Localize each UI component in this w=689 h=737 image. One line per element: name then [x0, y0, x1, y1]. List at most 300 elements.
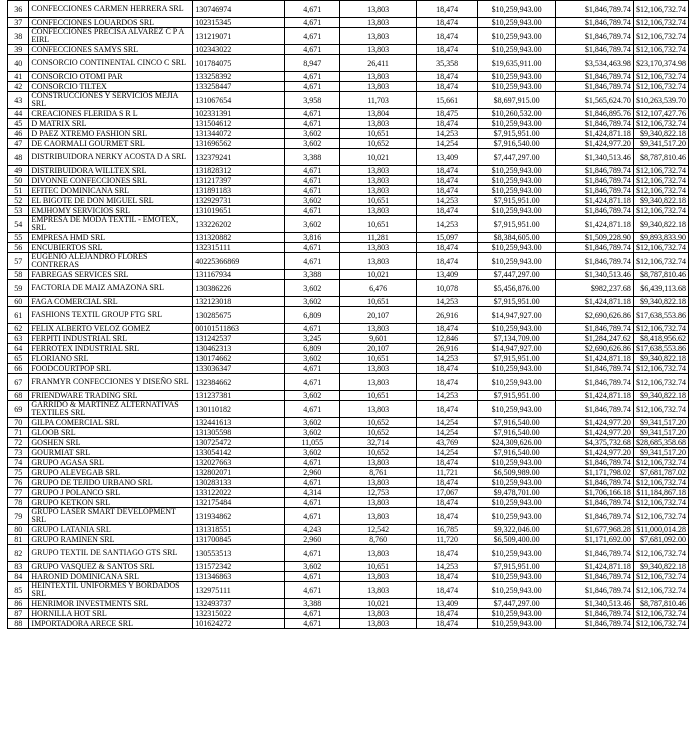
- amount-tax-cell: $1,846,895.76: [555, 109, 633, 119]
- column-value-1-cell: 3,602: [285, 418, 340, 428]
- amount-total-cell: $12,106,732.74: [633, 119, 688, 129]
- column-total-cell: 14,254: [416, 418, 478, 428]
- row-number-cell: 88: [8, 619, 29, 629]
- row-number-cell: 84: [8, 572, 29, 582]
- tax-id-cell: 131572342: [193, 562, 285, 572]
- tax-id-cell: 132315111: [193, 243, 285, 253]
- column-value-1-cell: 3,602: [285, 391, 340, 401]
- amount-tax-cell: $1,424,871.18: [555, 391, 633, 401]
- amount-base-cell: $10,259,943.00: [478, 478, 555, 488]
- amount-tax-cell: $1,846,789.74: [555, 28, 633, 45]
- table-row: [8, 354, 689, 364]
- column-total-cell: 13,409: [416, 149, 478, 166]
- row-number-cell: 47: [8, 139, 29, 149]
- column-total-cell: 18,474: [416, 478, 478, 488]
- tax-id-cell: 132441613: [193, 418, 285, 428]
- tax-id-cell: 131067654: [193, 92, 285, 109]
- row-number-cell: 55: [8, 233, 29, 243]
- column-value-2-cell: 13,803: [340, 619, 417, 629]
- amount-total-cell: $28,685,358.68: [633, 438, 688, 448]
- company-name-cell: EMJHOMY SERVICIOS SRL: [29, 206, 193, 216]
- amount-base-cell: $10,259,943.00: [478, 176, 555, 186]
- column-value-1-cell: 4,671: [285, 206, 340, 216]
- amount-base-cell: $14,947,927.00: [478, 344, 555, 354]
- table-row: [8, 55, 689, 72]
- table-row: [8, 448, 689, 458]
- tax-id-cell: 40225366869: [193, 253, 285, 270]
- amount-total-cell: $12,106,732.74: [633, 72, 688, 82]
- amount-total-cell: $12,106,732.74: [633, 186, 688, 196]
- amount-base-cell: $7,915,951.00: [478, 196, 555, 206]
- tax-id-cell: 101624272: [193, 619, 285, 629]
- column-total-cell: 18,474: [416, 206, 478, 216]
- amount-tax-cell: $982,237.68: [555, 280, 633, 297]
- amount-tax-cell: $1,846,789.74: [555, 206, 633, 216]
- amount-tax-cell: $1,424,871.18: [555, 562, 633, 572]
- column-value-2-cell: 13,803: [340, 458, 417, 468]
- amount-tax-cell: $1,846,789.74: [555, 458, 633, 468]
- column-value-1-cell: 4,671: [285, 572, 340, 582]
- row-number-cell: 75: [8, 468, 29, 478]
- amount-tax-cell: $2,690,626.86: [555, 307, 633, 324]
- amount-base-cell: $10,259,943.00: [478, 119, 555, 129]
- amount-total-cell: $6,439,113.68: [633, 280, 688, 297]
- table-row: [8, 45, 689, 55]
- column-total-cell: 35,358: [416, 55, 478, 72]
- tax-id-cell: 131346863: [193, 572, 285, 582]
- column-value-1-cell: 4,671: [285, 253, 340, 270]
- amount-tax-cell: $1,340,513.46: [555, 270, 633, 280]
- table-row: [8, 334, 689, 344]
- row-number-cell: 65: [8, 354, 29, 364]
- table-row: [8, 572, 689, 582]
- amount-tax-cell: $1,424,977.20: [555, 448, 633, 458]
- column-value-2-cell: 10,651: [340, 129, 417, 139]
- table-row: [8, 374, 689, 391]
- company-name-cell: GRUPO LATANIA SRL: [29, 525, 193, 535]
- amount-tax-cell: $1,846,789.74: [555, 1, 633, 18]
- column-total-cell: 14,254: [416, 448, 478, 458]
- amount-tax-cell: $1,424,871.18: [555, 129, 633, 139]
- company-name-cell: GARRIDO & MARTINEZ ALTERNATIVAS TEXTILES SRL: [29, 401, 193, 418]
- amount-base-cell: $10,259,943.00: [478, 28, 555, 45]
- column-value-2-cell: 10,651: [340, 391, 417, 401]
- company-name-cell: FASHIONS TEXTIL GROUP FTG SRL: [29, 307, 193, 324]
- table-row: [8, 525, 689, 535]
- table-row: [8, 488, 689, 498]
- amount-base-cell: $7,915,951.00: [478, 297, 555, 307]
- tax-id-cell: 133258392: [193, 72, 285, 82]
- amount-tax-cell: $1,846,789.74: [555, 619, 633, 629]
- company-name-cell: FRANMYR CONFECCIONES Y DISEÑO SRL: [29, 374, 193, 391]
- column-total-cell: 14,253: [416, 129, 478, 139]
- column-total-cell: 18,474: [416, 28, 478, 45]
- tax-id-cell: 132315022: [193, 609, 285, 619]
- table-row: [8, 233, 689, 243]
- column-value-1-cell: 3,245: [285, 334, 340, 344]
- amount-base-cell: $10,259,943.00: [478, 508, 555, 525]
- column-value-2-cell: 13,803: [340, 364, 417, 374]
- table-row: [8, 129, 689, 139]
- table-row: [8, 498, 689, 508]
- company-name-cell: D MATRIX SRL: [29, 119, 193, 129]
- table-row: [8, 243, 689, 253]
- company-name-cell: GRUPO TEXTIL DE SANTIAGO GTS SRL: [29, 545, 193, 562]
- table-row: [8, 280, 689, 297]
- row-number-cell: 53: [8, 206, 29, 216]
- column-value-2-cell: 26,411: [340, 55, 417, 72]
- company-name-cell: D PAEZ XTREMO FASHION SRL: [29, 129, 193, 139]
- amount-total-cell: $12,106,732.74: [633, 253, 688, 270]
- amount-base-cell: $10,259,943.00: [478, 1, 555, 18]
- column-value-2-cell: 13,803: [340, 609, 417, 619]
- amount-total-cell: $9,340,822.18: [633, 129, 688, 139]
- column-total-cell: 12,846: [416, 334, 478, 344]
- tax-id-cell: 131696562: [193, 139, 285, 149]
- table-row: [8, 364, 689, 374]
- company-name-cell: GRUPO ALEVEGAB SRL: [29, 468, 193, 478]
- amount-base-cell: $9,322,046.00: [478, 525, 555, 535]
- column-value-1-cell: 3,602: [285, 297, 340, 307]
- amount-base-cell: $10,259,943.00: [478, 18, 555, 28]
- column-total-cell: 16,785: [416, 525, 478, 535]
- amount-total-cell: $9,340,822.18: [633, 562, 688, 572]
- company-name-cell: CONFECCIONES PRECISA ALVAREZ C P A EIRL: [29, 28, 193, 45]
- column-value-1-cell: 3,602: [285, 216, 340, 233]
- amount-base-cell: $7,915,951.00: [478, 391, 555, 401]
- amount-base-cell: $7,915,951.00: [478, 216, 555, 233]
- column-value-1-cell: 4,243: [285, 525, 340, 535]
- amount-tax-cell: $1,846,789.74: [555, 82, 633, 92]
- column-value-1-cell: 3,602: [285, 448, 340, 458]
- tax-id-cell: 130725472: [193, 438, 285, 448]
- amount-base-cell: $6,509,989.00: [478, 468, 555, 478]
- tax-id-cell: 131891183: [193, 186, 285, 196]
- table-row: [8, 149, 689, 166]
- column-value-2-cell: 13,804: [340, 109, 417, 119]
- amount-base-cell: $10,259,943.00: [478, 253, 555, 270]
- tax-id-cell: 132384662: [193, 374, 285, 391]
- company-name-cell: CONSORCIO OTOMI PAR: [29, 72, 193, 82]
- table-row: [8, 216, 689, 233]
- column-value-1-cell: 3,816: [285, 233, 340, 243]
- amount-total-cell: $12,106,732.74: [633, 498, 688, 508]
- amount-tax-cell: $1,846,789.74: [555, 364, 633, 374]
- tax-id-cell: 131504612: [193, 119, 285, 129]
- company-name-cell: EMPRESA DE MODA TEXTIL - EMOTEX, SRL: [29, 216, 193, 233]
- column-value-1-cell: 11,055: [285, 438, 340, 448]
- amount-total-cell: $17,638,553.86: [633, 307, 688, 324]
- tax-id-cell: 131242537: [193, 334, 285, 344]
- column-value-2-cell: 13,803: [340, 18, 417, 28]
- amount-base-cell: $10,259,943.00: [478, 619, 555, 629]
- column-value-1-cell: 3,388: [285, 149, 340, 166]
- company-name-cell: FABREGAS SERVICES SRL: [29, 270, 193, 280]
- column-value-1-cell: 4,671: [285, 1, 340, 18]
- amount-tax-cell: $1,846,789.74: [555, 119, 633, 129]
- table-row: [8, 307, 689, 324]
- row-number-cell: 78: [8, 498, 29, 508]
- column-total-cell: 18,474: [416, 572, 478, 582]
- table-row: [8, 253, 689, 270]
- column-total-cell: 18,474: [416, 582, 478, 599]
- company-name-cell: FLORIANO SRL: [29, 354, 193, 364]
- company-name-cell: FELIX ALBERTO VELOZ GOMEZ: [29, 324, 193, 334]
- amount-total-cell: $12,106,732.74: [633, 582, 688, 599]
- column-value-2-cell: 13,803: [340, 119, 417, 129]
- column-value-2-cell: 13,803: [340, 253, 417, 270]
- row-number-cell: 44: [8, 109, 29, 119]
- row-number-cell: 49: [8, 166, 29, 176]
- amount-total-cell: $8,787,810.46: [633, 599, 688, 609]
- tax-id-cell: 133122022: [193, 488, 285, 498]
- column-value-1-cell: 4,671: [285, 545, 340, 562]
- column-value-2-cell: 13,803: [340, 166, 417, 176]
- column-total-cell: 18,474: [416, 619, 478, 629]
- amount-total-cell: $12,106,732.74: [633, 508, 688, 525]
- table-row: [8, 109, 689, 119]
- column-value-2-cell: 10,651: [340, 196, 417, 206]
- column-total-cell: 14,253: [416, 196, 478, 206]
- row-number-cell: 59: [8, 280, 29, 297]
- column-value-1-cell: 3,602: [285, 562, 340, 572]
- amount-base-cell: $10,259,943.00: [478, 166, 555, 176]
- company-name-cell: GOSHEN SRL: [29, 438, 193, 448]
- table-row: [8, 535, 689, 545]
- column-total-cell: 13,409: [416, 270, 478, 280]
- column-value-1-cell: 4,671: [285, 498, 340, 508]
- amount-base-cell: $8,697,915.00: [478, 92, 555, 109]
- column-value-2-cell: 8,761: [340, 468, 417, 478]
- amount-total-cell: $8,787,810.46: [633, 270, 688, 280]
- table-row: [8, 582, 689, 599]
- company-name-cell: CONFECCIONES LOUARDOS SRL: [29, 18, 193, 28]
- amount-base-cell: $10,259,943.00: [478, 401, 555, 418]
- company-name-cell: HARONID DOMINICANA SRL: [29, 572, 193, 582]
- company-name-cell: GRUPO DE TEJIDO URBANO SRL: [29, 478, 193, 488]
- row-number-cell: 37: [8, 18, 29, 28]
- amount-base-cell: $7,916,540.00: [478, 139, 555, 149]
- amount-total-cell: $9,340,822.18: [633, 354, 688, 364]
- amount-tax-cell: $1,846,789.74: [555, 72, 633, 82]
- tax-id-cell: 131344072: [193, 129, 285, 139]
- company-name-cell: HORNILLA HOT SRL: [29, 609, 193, 619]
- row-number-cell: 48: [8, 149, 29, 166]
- tax-id-cell: 131237381: [193, 391, 285, 401]
- column-total-cell: 11,720: [416, 535, 478, 545]
- amount-tax-cell: $1,424,871.18: [555, 297, 633, 307]
- tax-id-cell: 131320882: [193, 233, 285, 243]
- column-value-1-cell: 4,671: [285, 45, 340, 55]
- amount-base-cell: $7,915,951.00: [478, 354, 555, 364]
- column-value-1-cell: 6,809: [285, 344, 340, 354]
- company-name-cell: ENCUBIERTOS SRL: [29, 243, 193, 253]
- row-number-cell: 71: [8, 428, 29, 438]
- company-name-cell: FERPITI INDUSTRIAL SRL: [29, 334, 193, 344]
- company-name-cell: EFITEC DOMINICANA SRL: [29, 186, 193, 196]
- company-name-cell: DIVONNE CONFECCIONES SRL: [29, 176, 193, 186]
- amount-total-cell: $12,106,732.74: [633, 18, 688, 28]
- amount-tax-cell: $1,340,513.46: [555, 149, 633, 166]
- row-number-cell: 41: [8, 72, 29, 82]
- column-value-1-cell: 4,671: [285, 619, 340, 629]
- amount-base-cell: $6,509,400.00: [478, 535, 555, 545]
- table-row: [8, 176, 689, 186]
- amount-base-cell: $10,259,943.00: [478, 458, 555, 468]
- column-value-1-cell: 4,671: [285, 72, 340, 82]
- amount-tax-cell: $1,706,166.18: [555, 488, 633, 498]
- amount-tax-cell: $1,171,798.02: [555, 468, 633, 478]
- amount-tax-cell: $1,846,789.74: [555, 478, 633, 488]
- table-row: [8, 18, 689, 28]
- column-total-cell: 18,474: [416, 253, 478, 270]
- row-number-cell: 72: [8, 438, 29, 448]
- amount-total-cell: $12,106,732.74: [633, 401, 688, 418]
- amount-total-cell: $12,106,732.74: [633, 28, 688, 45]
- company-name-cell: EL BIGOTE DE DON MIGUEL SRL: [29, 196, 193, 206]
- company-name-cell: CONFECCIONES CARMEN HERRERA SRL: [29, 1, 193, 18]
- table-row: [8, 478, 689, 488]
- table-row: [8, 72, 689, 82]
- amount-tax-cell: $1,846,789.74: [555, 45, 633, 55]
- company-name-cell: GRUPO J POLANCO SRL: [29, 488, 193, 498]
- column-value-1-cell: 3,388: [285, 270, 340, 280]
- column-value-1-cell: 3,602: [285, 139, 340, 149]
- column-total-cell: 14,253: [416, 562, 478, 572]
- tax-id-cell: 132175484: [193, 498, 285, 508]
- column-total-cell: 14,254: [416, 139, 478, 149]
- table-row: [8, 28, 689, 45]
- table-row: [8, 344, 689, 354]
- row-number-cell: 82: [8, 545, 29, 562]
- column-total-cell: 18,474: [416, 45, 478, 55]
- tax-id-cell: 132975111: [193, 582, 285, 599]
- tax-id-cell: 131305598: [193, 428, 285, 438]
- table-row: [8, 458, 689, 468]
- amount-total-cell: $12,106,732.74: [633, 1, 688, 18]
- column-total-cell: 14,254: [416, 428, 478, 438]
- tax-id-cell: 102315345: [193, 18, 285, 28]
- tax-id-cell: 132123018: [193, 297, 285, 307]
- table-row: [8, 92, 689, 109]
- table-row: [8, 82, 689, 92]
- column-value-1-cell: 4,671: [285, 582, 340, 599]
- column-value-1-cell: 3,602: [285, 428, 340, 438]
- column-value-1-cell: 4,671: [285, 364, 340, 374]
- amount-total-cell: $12,106,732.74: [633, 166, 688, 176]
- tax-id-cell: 131219071: [193, 28, 285, 45]
- column-value-1-cell: 3,602: [285, 354, 340, 364]
- amount-tax-cell: $1,846,789.74: [555, 176, 633, 186]
- row-number-cell: 58: [8, 270, 29, 280]
- company-name-cell: CREACIONES FLERIDA S R L: [29, 109, 193, 119]
- column-total-cell: 18,475: [416, 109, 478, 119]
- amount-tax-cell: $1,846,789.74: [555, 508, 633, 525]
- row-number-cell: 51: [8, 186, 29, 196]
- column-total-cell: 43,769: [416, 438, 478, 448]
- tax-id-cell: 133036347: [193, 364, 285, 374]
- company-name-cell: GLOOB SRL: [29, 428, 193, 438]
- amount-tax-cell: $1,284,247.62: [555, 334, 633, 344]
- amount-total-cell: $12,107,427.76: [633, 109, 688, 119]
- column-total-cell: 10,078: [416, 280, 478, 297]
- company-name-cell: GRUPO RAMINEN SRL: [29, 535, 193, 545]
- amount-total-cell: $12,106,732.74: [633, 176, 688, 186]
- column-value-2-cell: 13,803: [340, 28, 417, 45]
- row-number-cell: 68: [8, 391, 29, 401]
- column-total-cell: 18,474: [416, 401, 478, 418]
- column-value-2-cell: 13,803: [340, 45, 417, 55]
- amount-base-cell: $10,259,943.00: [478, 206, 555, 216]
- tax-id-cell: 132379241: [193, 149, 285, 166]
- row-number-cell: 39: [8, 45, 29, 55]
- column-value-2-cell: 13,803: [340, 508, 417, 525]
- amount-tax-cell: $1,846,789.74: [555, 582, 633, 599]
- amount-tax-cell: $1,846,789.74: [555, 609, 633, 619]
- table-row: [8, 508, 689, 525]
- amount-total-cell: $12,106,732.74: [633, 324, 688, 334]
- column-total-cell: 18,474: [416, 1, 478, 18]
- column-value-1-cell: 4,314: [285, 488, 340, 498]
- column-total-cell: 26,916: [416, 307, 478, 324]
- company-name-cell: DISTRIBUIDORA NERKY ACOSTA D A SRL: [29, 149, 193, 166]
- tax-id-cell: 131217397: [193, 176, 285, 186]
- amount-total-cell: $9,893,833.90: [633, 233, 688, 243]
- column-value-2-cell: 13,803: [340, 176, 417, 186]
- column-value-2-cell: 12,753: [340, 488, 417, 498]
- amount-base-cell: $10,259,943.00: [478, 45, 555, 55]
- amount-total-cell: $9,341,517.20: [633, 428, 688, 438]
- column-total-cell: 18,474: [416, 186, 478, 196]
- amount-tax-cell: $1,846,789.74: [555, 186, 633, 196]
- row-number-cell: 79: [8, 508, 29, 525]
- amount-tax-cell: $1,846,789.74: [555, 243, 633, 253]
- row-number-cell: 62: [8, 324, 29, 334]
- amount-tax-cell: $1,509,228.90: [555, 233, 633, 243]
- tax-id-cell: 130386226: [193, 280, 285, 297]
- company-name-cell: DISTRIBUIDORA WILLTEX SRL: [29, 166, 193, 176]
- column-total-cell: 14,253: [416, 216, 478, 233]
- row-number-cell: 45: [8, 119, 29, 129]
- column-value-2-cell: 13,803: [340, 72, 417, 82]
- row-number-cell: 76: [8, 478, 29, 488]
- column-total-cell: 18,474: [416, 498, 478, 508]
- amount-base-cell: $7,447,297.00: [478, 270, 555, 280]
- column-total-cell: 14,253: [416, 354, 478, 364]
- column-value-2-cell: 10,652: [340, 139, 417, 149]
- amount-tax-cell: $1,424,977.20: [555, 418, 633, 428]
- table-row: [8, 545, 689, 562]
- column-value-1-cell: 3,388: [285, 599, 340, 609]
- company-name-cell: GILPA COMERCIAL SRL: [29, 418, 193, 428]
- column-value-1-cell: 4,671: [285, 186, 340, 196]
- amount-base-cell: $10,259,943.00: [478, 72, 555, 82]
- column-total-cell: 18,474: [416, 82, 478, 92]
- column-value-2-cell: 13,803: [340, 401, 417, 418]
- column-value-1-cell: 4,671: [285, 458, 340, 468]
- column-value-2-cell: 10,021: [340, 149, 417, 166]
- table-row: [8, 562, 689, 572]
- column-value-1-cell: 3,602: [285, 129, 340, 139]
- row-number-cell: 83: [8, 562, 29, 572]
- column-total-cell: 18,474: [416, 18, 478, 28]
- row-number-cell: 38: [8, 28, 29, 45]
- amount-total-cell: $12,106,732.74: [633, 206, 688, 216]
- amount-total-cell: $9,341,517.20: [633, 448, 688, 458]
- table-row: [8, 297, 689, 307]
- amount-base-cell: $7,916,540.00: [478, 418, 555, 428]
- column-total-cell: 17,067: [416, 488, 478, 498]
